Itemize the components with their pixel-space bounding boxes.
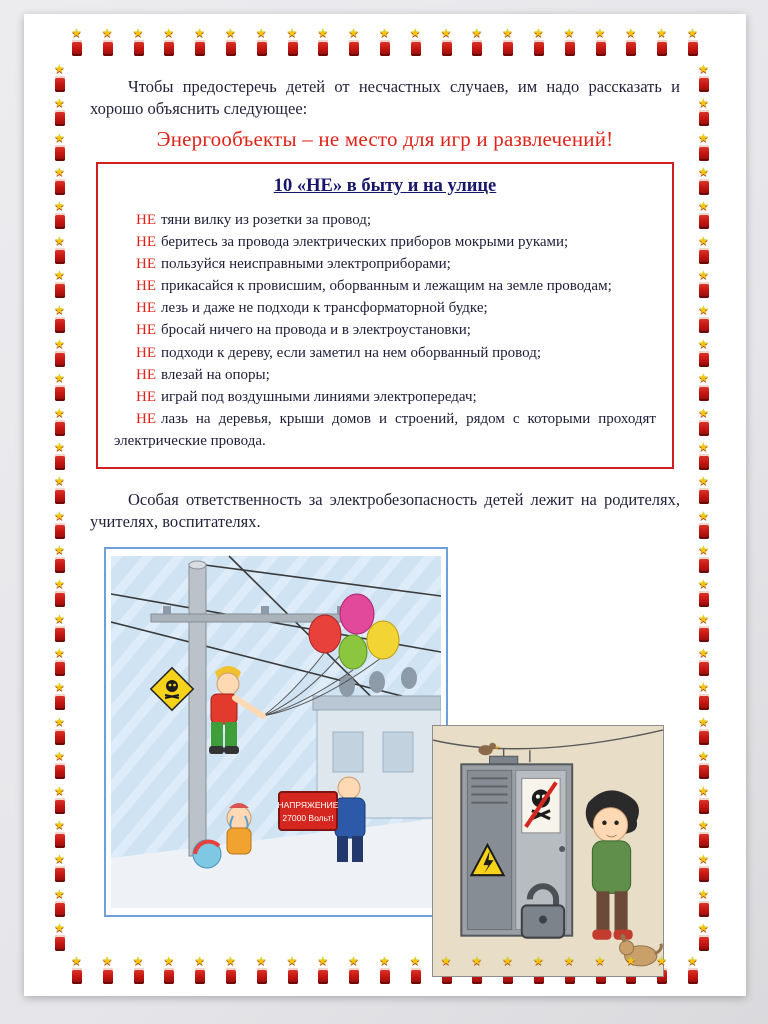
firecracker-icon — [53, 203, 67, 230]
ne-label: НЕ — [136, 300, 156, 317]
firecracker-icon — [697, 238, 711, 265]
firecracker-icon — [686, 958, 700, 985]
firecracker-icon — [697, 547, 711, 574]
firecracker-icon — [53, 375, 67, 402]
firecracker-icon — [697, 307, 711, 334]
firecracker-icon — [53, 719, 67, 746]
firecracker-icon — [697, 478, 711, 505]
firecracker-icon — [697, 788, 711, 815]
firecracker-icon — [53, 272, 67, 299]
rule-item — [114, 253, 656, 275]
firecracker-icon — [697, 513, 711, 540]
rule-text: лазь на деревья, крыши домов и строений, рядом с которыми проходят электрические провода. — [114, 411, 656, 450]
rule-text: пользуйся неисправными электроприборами; — [161, 255, 451, 272]
rule-item — [114, 364, 656, 386]
rule-item — [114, 408, 656, 452]
firecracker-icon — [697, 822, 711, 849]
firecracker-border-right — [696, 66, 712, 952]
firecracker-icon — [53, 307, 67, 334]
firecracker-icon — [697, 719, 711, 746]
firecracker-icon — [53, 410, 67, 437]
firecracker-icon — [70, 958, 84, 985]
figure-pole-climbing — [104, 547, 448, 917]
rule-text: бросай ничего на провода и в электроустановки; — [161, 322, 471, 339]
figures-area — [90, 539, 680, 991]
firecracker-icon — [53, 753, 67, 780]
firecracker-icon — [347, 30, 361, 57]
firecracker-icon — [409, 30, 423, 57]
firecracker-icon — [697, 272, 711, 299]
firecracker-icon — [53, 478, 67, 505]
firecracker-icon — [53, 891, 67, 918]
firecracker-icon — [53, 238, 67, 265]
ne-label: НЕ — [136, 344, 156, 361]
figure-transformer-box — [432, 725, 664, 977]
rule-item — [114, 342, 656, 364]
rule-item — [114, 386, 656, 408]
rule-text: тяни вилку из розетки за провод; — [161, 211, 372, 228]
firecracker-icon — [697, 375, 711, 402]
ne-label: НЕ — [136, 389, 156, 406]
firecracker-icon — [53, 169, 67, 196]
rule-text: подходи к дереву, если заметил на нем оборванный провод; — [161, 344, 542, 361]
firecracker-icon — [378, 30, 392, 57]
firecracker-icon — [655, 30, 669, 57]
firecracker-border-left — [52, 66, 68, 952]
rule-item — [114, 297, 656, 319]
firecracker-icon — [501, 30, 515, 57]
firecracker-icon — [53, 444, 67, 471]
firecracker-icon — [53, 788, 67, 815]
firecracker-icon — [697, 135, 711, 162]
rule-item — [114, 231, 656, 253]
rule-item — [114, 209, 656, 231]
firecracker-icon — [697, 891, 711, 918]
ne-label: НЕ — [136, 278, 156, 295]
headline: Энергообъекты – не место для игр и развлечений! — [156, 126, 614, 151]
firecracker-icon — [53, 100, 67, 127]
ne-label: НЕ — [136, 366, 156, 383]
rule-text: прикасайся к провисшим, оборванным и лежащим на земле проводам; — [161, 278, 612, 295]
ne-label: НЕ — [136, 411, 156, 428]
intro-paragraph: Чтобы предостеречь детей от несчастных случаев, им надо рассказать и хорошо объяснить следующее: — [90, 77, 680, 119]
ne-label: НЕ — [136, 233, 156, 250]
rules-title: 10 «НЕ» в быту и на улице — [273, 175, 497, 196]
firecracker-icon — [686, 30, 700, 57]
firecracker-icon — [53, 135, 67, 162]
firecracker-icon — [440, 30, 454, 57]
sign-text-line2: 27000 Вольт! — [282, 813, 334, 824]
firecracker-icon — [224, 30, 238, 57]
firecracker-icon — [697, 341, 711, 368]
firecracker-icon — [53, 684, 67, 711]
sign-text-line1: НАПРЯЖЕНИЕ — [277, 800, 339, 811]
firecracker-icon — [53, 341, 67, 368]
firecracker-icon — [697, 684, 711, 711]
firecracker-icon — [594, 30, 608, 57]
firecracker-icon — [697, 616, 711, 643]
illustration-transformer-box — [433, 726, 663, 976]
rule-item — [114, 319, 656, 341]
firecracker-icon — [193, 30, 207, 57]
rule-text: беритесь за провода электрических приборов мокрыми руками; — [161, 233, 569, 250]
voltage-warning-sign — [278, 792, 339, 830]
ne-label: НЕ — [136, 322, 156, 339]
firecracker-icon — [53, 66, 67, 93]
firecracker-icon — [697, 169, 711, 196]
rules-box — [96, 162, 674, 469]
firecracker-icon — [697, 925, 711, 952]
firecracker-icon — [697, 66, 711, 93]
rule-text: лезь и даже не подходи к трансформаторной будке; — [161, 300, 488, 317]
firecracker-icon — [255, 30, 269, 57]
firecracker-icon — [53, 581, 67, 608]
firecracker-icon — [286, 30, 300, 57]
skull-poster — [522, 779, 560, 833]
firecracker-icon — [697, 100, 711, 127]
illustration-pole-climbing — [111, 554, 441, 910]
ne-label: НЕ — [136, 255, 156, 272]
firecracker-icon — [53, 925, 67, 952]
page-content — [90, 62, 680, 962]
firecracker-icon — [697, 581, 711, 608]
firecracker-icon — [697, 410, 711, 437]
firecracker-icon — [101, 30, 115, 57]
firecracker-icon — [53, 547, 67, 574]
firecracker-icon — [53, 822, 67, 849]
firecracker-icon — [697, 856, 711, 883]
firecracker-icon — [53, 616, 67, 643]
firecracker-icon — [162, 30, 176, 57]
firecracker-icon — [563, 30, 577, 57]
firecracker-icon — [70, 30, 84, 57]
firecracker-icon — [697, 650, 711, 677]
ne-label: НЕ — [136, 211, 156, 228]
firecracker-icon — [532, 30, 546, 57]
firecracker-icon — [53, 513, 67, 540]
rule-item — [114, 275, 656, 297]
firecracker-icon — [624, 30, 638, 57]
firecracker-icon — [697, 753, 711, 780]
firecracker-icon — [697, 444, 711, 471]
firecracker-icon — [53, 650, 67, 677]
firecracker-icon — [697, 203, 711, 230]
firecracker-icon — [53, 856, 67, 883]
responsibility-paragraph: Особая ответственность за электробезопасность детей лежит на родителях, учителях, воспитателях. — [90, 489, 680, 531]
firecracker-icon — [316, 30, 330, 57]
firecracker-icon — [132, 30, 146, 57]
firecracker-border-top — [70, 30, 700, 60]
rule-text: влезай на опоры; — [161, 366, 270, 383]
rule-text: играй под воздушными линиями электропередач; — [161, 389, 477, 406]
document-page — [24, 14, 746, 996]
firecracker-icon — [470, 30, 484, 57]
